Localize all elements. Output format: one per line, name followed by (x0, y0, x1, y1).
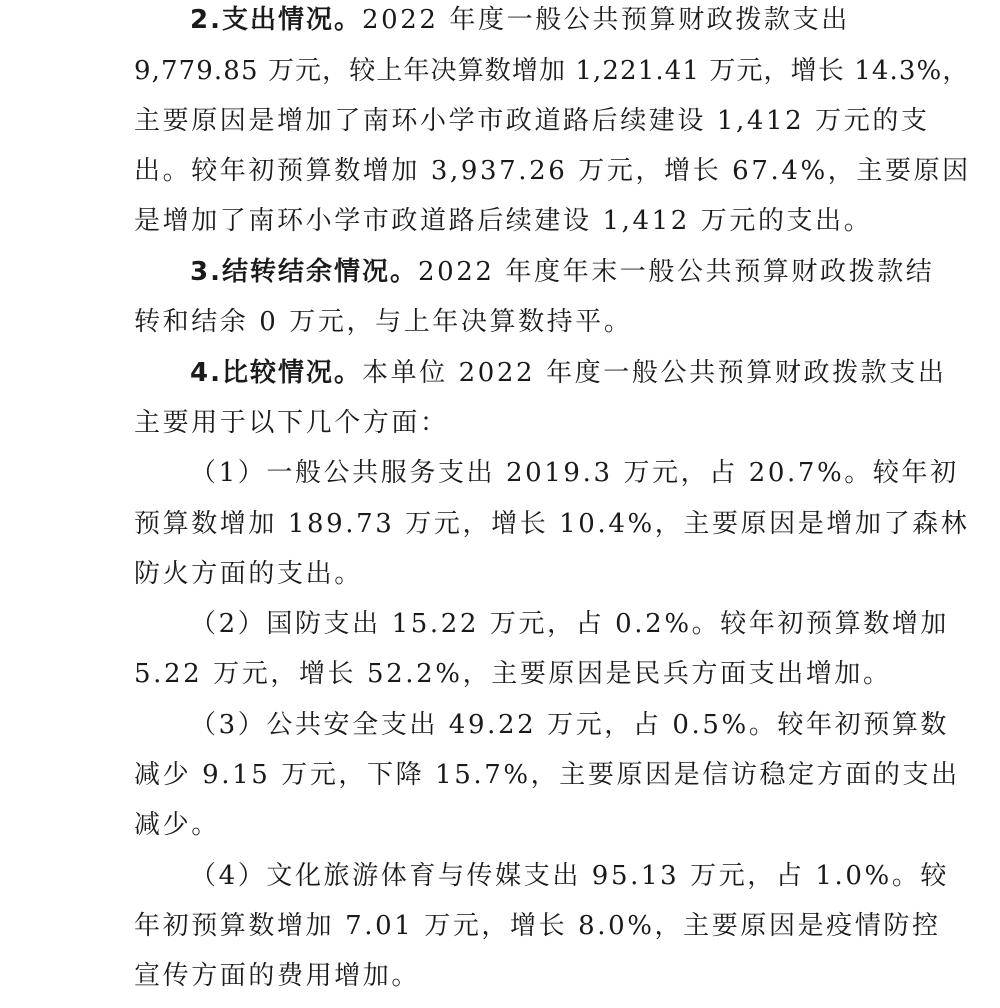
section-4-text: 本单位 2022 年度一般公共预算财政拨款支出 (361, 358, 947, 388)
item-2-line-1: （2）国防支出 15.22 万元，占 0.2%。较年初预算数增加 (190, 609, 950, 639)
item-3-line-2: 减少 9.15 万元，下降 15.7%，主要原因是信访稳定方面的支出 (134, 760, 960, 790)
section-2-line-5: 是增加了南环小学市政道路后续建设 1,412 万元的支出。 (134, 206, 873, 236)
section-4-heading: 4.比较情况。 (190, 358, 362, 388)
section-2-line-3: 主要原因是增加了南环小学市政道路后续建设 1,412 万元的支 (134, 106, 930, 136)
item-3-line-3: 减少。 (134, 810, 220, 840)
section-2-line-1 (190, 2, 1000, 52)
item-1-line-2: 预算数增加 189.73 万元，增长 10.4%，主要原因是增加了森林 (134, 509, 970, 539)
item-2-line-2: 5.22 万元，增长 52.2%，主要原因是民兵方面支出增加。 (134, 659, 892, 689)
item-4-line-2: 年初预算数增加 7.01 万元，增长 8.0%，主要原因是疫情防控 (134, 911, 941, 941)
section-3-heading: 3.结转结余情况。 (190, 257, 418, 287)
section-3-text: 2022 年度年末一般公共预算财政拨款结 (417, 257, 935, 287)
section-2-line-4: 出。较年初预算数增加 3,937.26 万元，增长 67.4%，主要原因 (134, 156, 971, 186)
section-2-heading: 2.支出情况。 (190, 5, 362, 35)
item-1-line-1: （1）一般公共服务支出 2019.3 万元，占 20.7%。较年初 (190, 458, 959, 488)
item-3-line-1: （3）公共安全支出 49.22 万元，占 0.5%。较年初预算数 (190, 710, 950, 740)
section-3-line-2: 转和结余 0 万元，与上年决算数持平。 (134, 307, 633, 337)
item-1-line-3: 防火方面的支出。 (134, 559, 363, 589)
item-4-line-3: 宣传方面的费用增加。 (134, 961, 421, 991)
item-4-line-1: （4）文化旅游体育与传媒支出 95.13 万元，占 1.0%。较 (190, 861, 950, 891)
section-2-line-2: 9,779.85 万元，较上年决算数增加 1,221.41 万元，增长 14.3%， (134, 56, 970, 86)
section-2-text: 2022 年度一般公共预算财政拨款支出 (361, 5, 850, 35)
section-3-line-1 (190, 254, 1000, 304)
section-4-line-2: 主要用于以下几个方面： (134, 408, 449, 438)
section-4-line-1 (190, 355, 1000, 405)
